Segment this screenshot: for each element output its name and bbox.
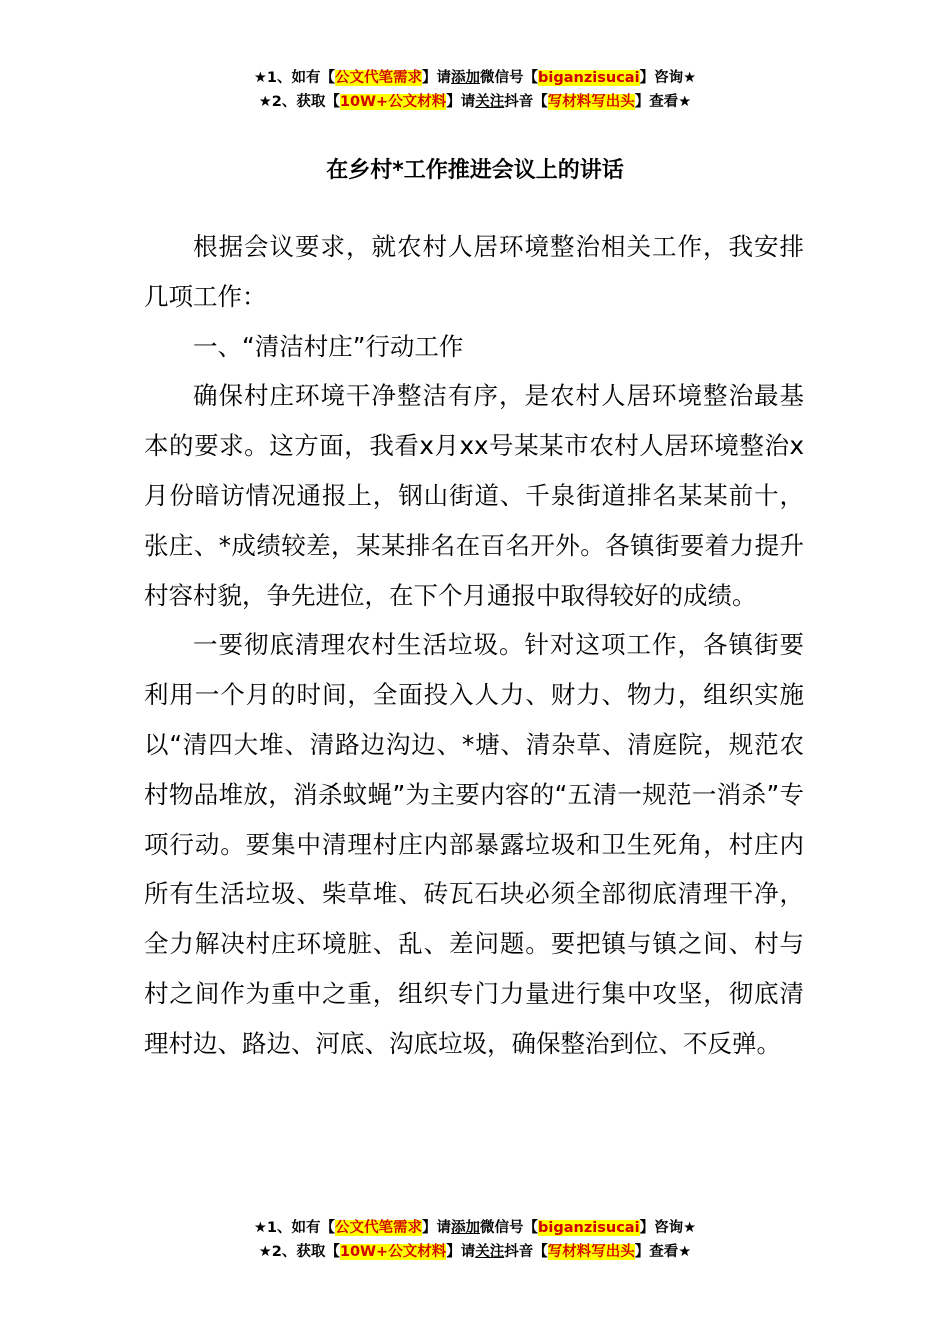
promo-text: 】查看★	[634, 94, 692, 110]
promo-text: 微信号【	[480, 70, 539, 86]
promo-highlight-service: 公文代笔需求	[335, 70, 423, 86]
promo-highlight-douyin: 写材料写出头	[547, 94, 635, 110]
promo-text: 抖音【	[504, 94, 548, 110]
promo-text: 】请	[422, 1220, 452, 1236]
promo-underlined-add: 添加	[451, 1220, 481, 1236]
promo-text: 微信号【	[480, 1220, 539, 1236]
promo-text: 抖音【	[504, 1244, 548, 1260]
body-paragraph: 确保村庄环境干净整洁有序，是农村人居环境整治最基本的要求。这方面，我看x月xx号某某市农村人居环境整治x月份暗访情况通报上，钢山街道、千泉街道排名某某前十，张庄、*成绩较差，某某排名在百名开外。各镇街要着力提升村容村貌，争先进位，在下个月通报中取得较好的成绩。	[144, 381, 804, 610]
promo-text: ★1、如有【	[253, 70, 336, 86]
body-paragraph: 根据会议要求，就农村人居环境整治相关工作，我安排几项工作：	[144, 232, 804, 311]
promo-text: ★1、如有【	[253, 1220, 336, 1236]
promo-underlined-follow: 关注	[475, 1244, 505, 1260]
promo-text: 】请	[446, 1244, 476, 1260]
promo-highlight-materials: 10W+公文材料	[339, 1244, 447, 1260]
promo-underlined-add: 添加	[451, 70, 481, 86]
promo-line-1	[0, 1216, 950, 1240]
promo-text: 】查看★	[634, 1244, 692, 1260]
promo-highlight-service: 公文代笔需求	[335, 1220, 423, 1236]
section-heading: 一、“清洁村庄”行动工作	[193, 331, 464, 361]
promo-line-2	[0, 1240, 950, 1264]
body-paragraph: 一要彻底清理农村生活垃圾。针对这项工作，各镇街要利用一个月的时间，全面投入人力、财力、物力，组织实施以“清四大堆、清路边沟边、*塘、清杂草、清庭院，规范农村物品堆放，消杀蚊蝇”为主要内容的“五清一规范一消杀”专项行动。要集中清理村庄内部暴露垃圾和卫生死角，村庄内所有生活垃圾、柴草堆、砖瓦石块必须全部彻底清理干净，全力解决村庄环境脏、乱、差问题。要把镇与镇之间、村与村之间作为重中之重，组织专门力量进行集中攻坚，彻底清理村边、路边、河底、沟底垃圾，确保整治到位、不反弹。	[144, 630, 804, 1058]
promo-text: 】请	[422, 70, 452, 86]
document-title: 在乡村*工作推进会议上的讲话	[326, 158, 624, 183]
promo-highlight-wechat-id: biganzisucai	[538, 1220, 640, 1236]
promo-text: ★2、获取【	[258, 94, 340, 110]
promo-text: 】请	[446, 94, 476, 110]
footer-promo-banner	[0, 1216, 950, 1264]
promo-text: 】咨询★	[639, 70, 697, 86]
promo-highlight-wechat-id: biganzisucai	[538, 70, 640, 86]
document-body	[144, 222, 804, 1069]
promo-highlight-douyin: 写材料写出头	[547, 1244, 635, 1260]
promo-line-2	[0, 90, 950, 114]
header-promo-banner	[0, 66, 950, 114]
promo-text: ★2、获取【	[258, 1244, 340, 1260]
promo-underlined-follow: 关注	[475, 94, 505, 110]
promo-text: 】咨询★	[639, 1220, 697, 1236]
promo-line-1	[0, 66, 950, 90]
promo-highlight-materials: 10W+公文材料	[339, 94, 447, 110]
